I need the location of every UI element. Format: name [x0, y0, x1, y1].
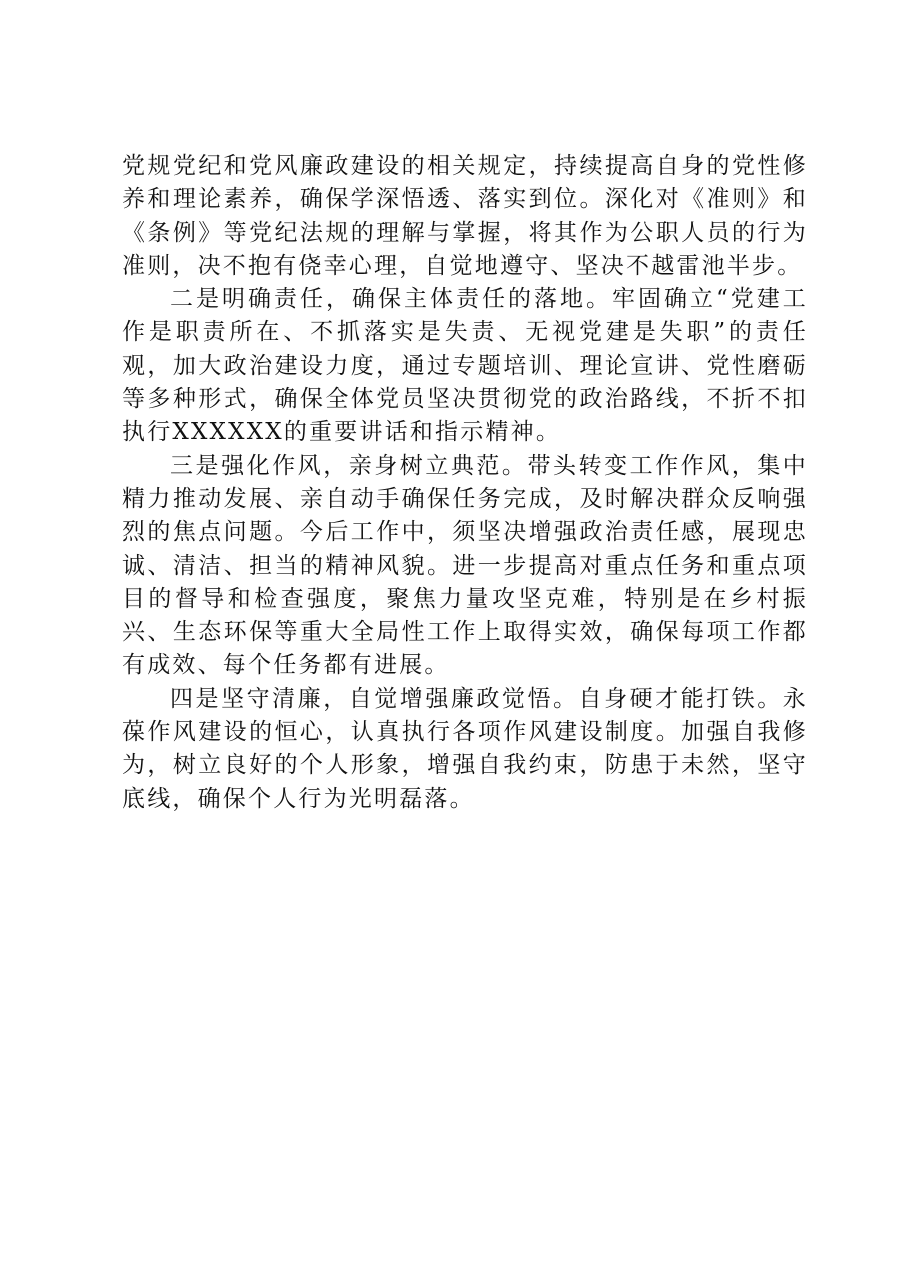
paragraph-two-responsibility: 二是明确责任，确保主体责任的落地。牢固确立“党建工作是职责所在、不抓落实是失责、无视党建是失职”的责任观，加大政治建设力度，通过专题培训、理论宣讲、党性磨砺等多种形式，确保全体党员坚决贯彻党的政治路线，不折不扣执行XXXXXX的重要讲话和指示精神。 [122, 286, 808, 446]
paragraph-four-integrity: 四是坚守清廉，自觉增强廉政觉悟。自身硬才能打铁。永葆作风建设的恒心，认真执行各项作风建设制度。加强自我修为，树立良好的个人形象，增强自我约束，防患于未然，坚守底线，确保个人行为光明磊落。 [122, 685, 808, 812]
document-body [122, 150, 808, 816]
paragraph-continuation: 党规党纪和党风廉政建设的相关规定，持续提高自身的党性修养和理论素养，确保学深悟透、落实到位。深化对《准则》和《条例》等党纪法规的理解与掌握，将其作为公职人员的行为准则，决不抱有侥幸心理，自觉地遵守、坚决不越雷池半步。 [122, 153, 808, 279]
paragraph-three-work-style: 三是强化作风，亲身树立典范。带头转变工作作风，集中精力推动发展、亲自动手确保任务完成，及时解决群众反响强烈的焦点问题。今后工作中，须坚决增强政治责任感，展现忠诚、清洁、担当的精神风貌。进一步提高对重点任务和重点项目的督导和检查强度，聚焦力量攻坚克难，特别是在乡村振兴、生态环保等重大全局性工作上取得实效，确保每项工作都有成效、每个任务都有进展。 [122, 452, 808, 679]
